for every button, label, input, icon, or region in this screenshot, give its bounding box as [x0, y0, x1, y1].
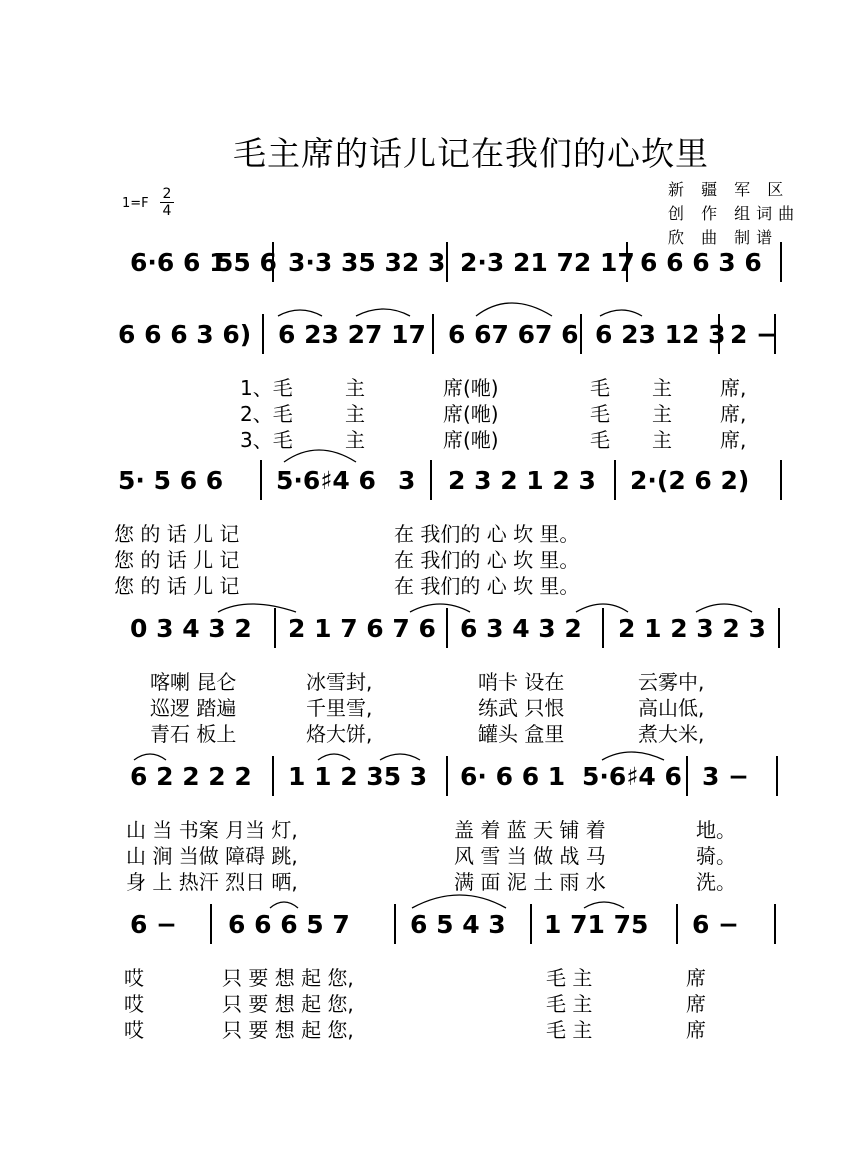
lyric-text: 毛 主: [546, 966, 593, 990]
lyric-text: 席: [686, 992, 706, 1016]
lyric-text: 您 的 话 儿 记: [114, 574, 240, 598]
lyric-text: 在 我们的 心 坎 里。: [394, 522, 580, 546]
note-group: 6 23 12 3: [595, 320, 726, 349]
note-group: 6 67 67 6: [448, 320, 579, 349]
lyric-line: [0, 424, 862, 450]
note-group: 3 −: [702, 762, 750, 791]
lyric-text: 2、毛: [240, 402, 293, 426]
notation-line: [0, 762, 862, 802]
note-group: 2 3 2 1 2 3: [448, 466, 596, 495]
notation-line: [0, 248, 862, 288]
bar-line: [274, 608, 276, 648]
lyric-text: 洗。: [696, 870, 736, 894]
bar-line: [530, 904, 532, 944]
lyric-text: 您 的 话 儿 记: [114, 548, 240, 572]
lyric-text: 骑。: [696, 844, 736, 868]
lyric-text: 烙大饼,: [306, 722, 373, 746]
lyric-text: 1、毛: [240, 376, 293, 400]
lyric-text: 山 当 书案 月当 灯,: [126, 818, 298, 842]
lyric-text: 只 要 想 起 您,: [222, 992, 354, 1016]
note-group: 6 6 6 3 6): [118, 320, 252, 349]
lyric-text: 风 雪 当 做 战 马: [454, 844, 606, 868]
lyric-text: 主: [345, 428, 365, 452]
lyric-text: 高山低,: [638, 696, 705, 720]
note-group: 55 6: [216, 248, 277, 277]
bar-line: [262, 314, 264, 354]
lyric-line: [0, 962, 862, 988]
note-group: 2·3 21 72 17: [460, 248, 635, 277]
lyric-text: 山 涧 当做 障碍 跳,: [126, 844, 298, 868]
lyric-text: 喀喇 昆仑: [150, 670, 237, 694]
lyric-text: 席,: [720, 402, 747, 426]
note-group: 5·6♯4 6: [276, 466, 376, 495]
note-group: 5·6♯4 6: [582, 762, 682, 791]
note-group: 6 −: [130, 910, 178, 939]
bar-line: [432, 314, 434, 354]
lyric-text: 3、毛: [240, 428, 293, 452]
lyric-text: 煮大米,: [638, 722, 705, 746]
key-signature: 1=F: [122, 196, 149, 211]
lyric-text: 席: [686, 1018, 706, 1042]
lyric-text: 毛: [590, 376, 610, 400]
bar-line: [394, 904, 396, 944]
lyric-text: 满 面 泥 土 雨 水: [454, 870, 606, 894]
note-group: 6 2 2 2 2: [130, 762, 252, 791]
time-signature: [160, 186, 174, 219]
note-group: 2 1 7 6 7 6: [288, 614, 436, 643]
credit-line-3: 欣 曲 制谱: [668, 228, 779, 247]
lyric-text: 毛: [590, 428, 610, 452]
lyric-text: 席,: [720, 428, 747, 452]
credits: [668, 178, 800, 250]
lyric-text: 毛 主: [546, 992, 593, 1016]
bar-line: [780, 242, 782, 282]
bar-line: [774, 314, 776, 354]
lyric-text: 罐头 盒里: [478, 722, 565, 746]
lyric-text: 主: [345, 376, 365, 400]
lyric-line: [0, 988, 862, 1014]
note-group: 6 5 4 3: [410, 910, 506, 939]
time-numerator: 2: [162, 186, 172, 202]
bar-line: [718, 314, 720, 354]
note-group: 1 1 2 35 3: [288, 762, 428, 791]
note-group: 5· 5 6 6: [118, 466, 224, 495]
credit-line-2: 创 作 组词曲: [668, 204, 801, 223]
bar-line: [778, 608, 780, 648]
lyric-text: 练武 只恨: [478, 696, 565, 720]
lyric-text: 主: [652, 402, 672, 426]
bar-line: [602, 608, 604, 648]
lyric-text: 您 的 话 儿 记: [114, 522, 240, 546]
note-group: 3·3 35 32 3: [288, 248, 446, 277]
bar-line: [272, 242, 274, 282]
lyric-text: 在 我们的 心 坎 里。: [394, 548, 580, 572]
note-group: 6 23 27 17: [278, 320, 426, 349]
lyric-text: 只 要 想 起 您,: [222, 1018, 354, 1042]
lyric-line: [0, 814, 862, 840]
lyric-line: [0, 718, 862, 744]
lyric-text: 席: [686, 966, 706, 990]
lyric-text: 毛 主: [546, 1018, 593, 1042]
lyric-text: 身 上 热汗 烈日 晒,: [126, 870, 298, 894]
lyric-text: 毛: [590, 402, 610, 426]
note-group: 6 6 6 5 7: [228, 910, 350, 939]
lyric-text: 盖 着 蓝 天 铺 着: [454, 818, 606, 842]
bar-line: [272, 756, 274, 796]
note-group: 6·6 6 1: [130, 248, 227, 277]
lyric-text: 席(咃): [443, 428, 499, 452]
lyric-text: 云雾中,: [638, 670, 705, 694]
note-group: 6 6 6 3 6: [640, 248, 762, 277]
bar-line: [210, 904, 212, 944]
lyric-text: 哎: [124, 966, 144, 990]
lyric-text: 千里雪,: [306, 696, 373, 720]
time-denominator: 4: [160, 202, 174, 219]
note-group: 2·(2 6 2): [630, 466, 750, 495]
bar-line: [446, 608, 448, 648]
lyric-text: 主: [652, 428, 672, 452]
lyric-text: 哎: [124, 992, 144, 1016]
lyric-text: 冰雪封,: [306, 670, 373, 694]
lyric-text: 席,: [720, 376, 747, 400]
notation-line: [0, 910, 862, 950]
lyric-text: 地。: [696, 818, 736, 842]
lyric-line: [0, 570, 862, 596]
lyric-line: [0, 518, 862, 544]
lyric-line: [0, 692, 862, 718]
note-group: 6 3 4 3 2: [460, 614, 582, 643]
note-group: 2 1 2 3 2 3: [618, 614, 766, 643]
notation-line: [0, 320, 862, 360]
lyric-line: [0, 398, 862, 424]
credit-line-1: 新 疆 军 区: [668, 180, 790, 199]
lyric-text: 巡逻 踏遍: [150, 696, 237, 720]
bar-line: [780, 460, 782, 500]
bar-line: [446, 756, 448, 796]
lyric-line: [0, 1014, 862, 1040]
notation-line: [0, 614, 862, 654]
lyric-text: 青石 板上: [150, 722, 237, 746]
bar-line: [776, 756, 778, 796]
note-group: 0 3 4 3 2: [130, 614, 252, 643]
lyric-text: 席(咃): [443, 376, 499, 400]
note-group: 2 −: [730, 320, 778, 349]
lyric-text: 只 要 想 起 您,: [222, 966, 354, 990]
lyric-text: 席(咃): [443, 402, 499, 426]
lyric-line: [0, 840, 862, 866]
song-title: 毛主席的话儿记在我们的心坎里: [233, 134, 709, 173]
note-group: 1 71 75: [544, 910, 649, 939]
bar-line: [260, 460, 262, 500]
lyric-text: 主: [652, 376, 672, 400]
note-group: 6· 6 6 1: [460, 762, 566, 791]
lyric-text: 哎: [124, 1018, 144, 1042]
bar-line: [430, 460, 432, 500]
bar-line: [626, 242, 628, 282]
lyric-line: [0, 544, 862, 570]
lyric-text: 主: [345, 402, 365, 426]
bar-line: [774, 904, 776, 944]
bar-line: [676, 904, 678, 944]
bar-line: [446, 242, 448, 282]
lyric-line: [0, 866, 862, 892]
bar-line: [580, 314, 582, 354]
lyric-line: [0, 372, 862, 398]
lyric-text: 哨卡 设在: [478, 670, 565, 694]
bar-line: [614, 460, 616, 500]
notation-line: [0, 466, 862, 506]
bar-line: [686, 756, 688, 796]
note-group: 3: [398, 466, 416, 495]
lyric-line: [0, 666, 862, 692]
lyric-text: 在 我们的 心 坎 里。: [394, 574, 580, 598]
note-group: 6 −: [692, 910, 740, 939]
